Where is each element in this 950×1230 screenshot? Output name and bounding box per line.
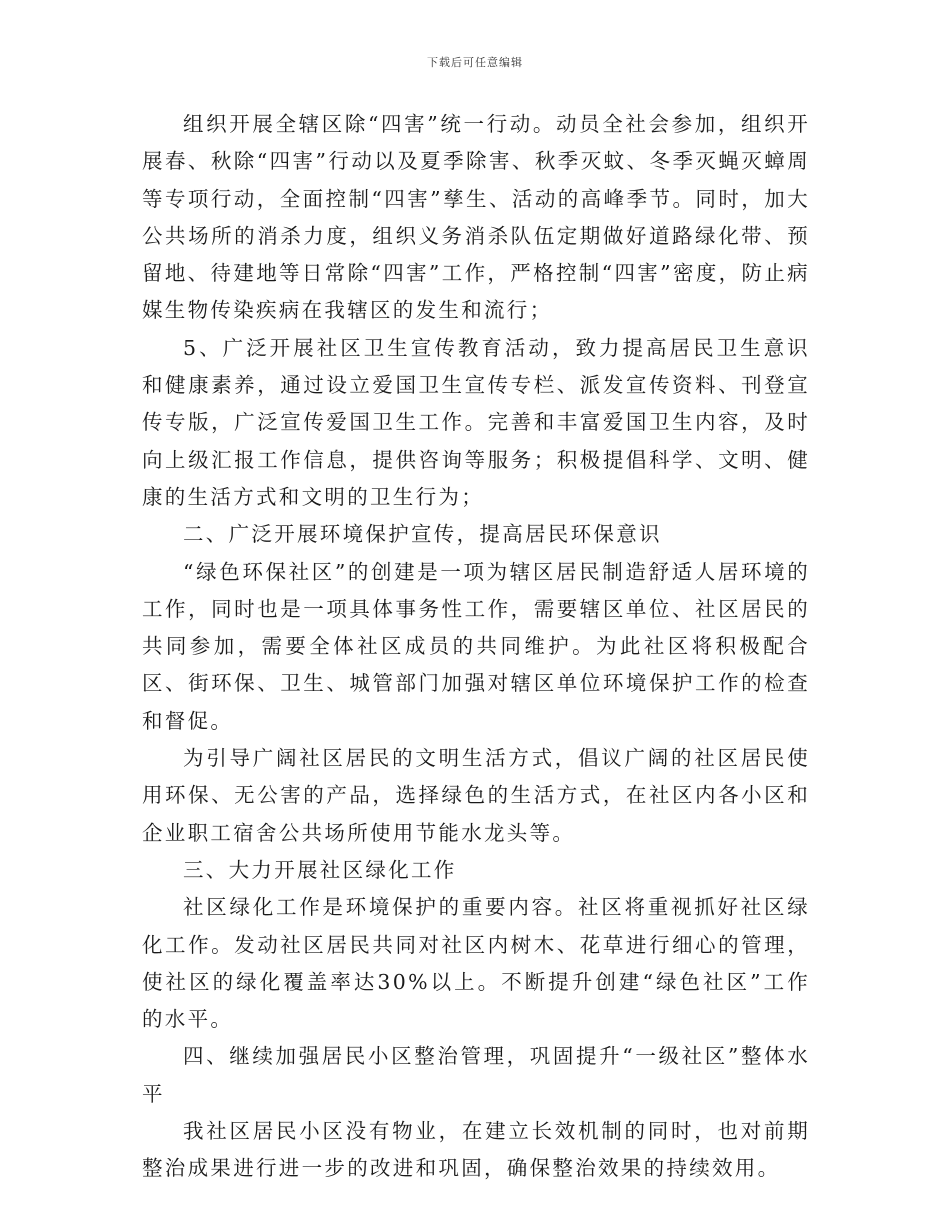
section-heading-residential-management: 四、继续加强居民小区整治管理，巩固提升“一级社区”整体水平 — [142, 1044, 810, 1106]
page-header-note: 下载后可任意编辑 — [427, 56, 523, 69]
paragraph-four-pests-campaign: 组织开展全辖区除“四害”统一行动。动员全社会参加，组织开展春、秋除“四害”行动以及夏季除害、秋季灭蚊、冬季灭蝇灭蟑周等专项行动，全面控制“四害”孳生、活动的高峰季节。同时，加大公共场所的消杀力度，组织义务消杀队伍定期做好道路绿化带、预留地、待建地等日常除“四害”工作，严格控制“四害”密度，防止病媒生物传染疾病在我辖区的发生和流行； — [142, 112, 810, 323]
paragraph-greening-work: 社区绿化工作是环境保护的重要内容。社区将重视抓好社区绿化工作。发动社区居民共同对社区内树木、花草进行细心的管理，使社区的绿化覆盖率达30%以上。不断提升创建“绿色社区”工作的水平。 — [142, 895, 810, 1032]
paragraph-health-education: 5、广泛开展社区卫生宣传教育活动，致力提高居民卫生意识和健康素养，通过设立爱国卫生宣传专栏、派发宣传资料、刊登宣传专版，广泛宣传爱国卫生工作。完善和丰富爱国卫生内容，及时向上级汇报工作信息，提供咨询等服务；积极提倡科学、文明、健康的生活方式和文明的卫生行为； — [142, 335, 810, 509]
section-heading-environmental-publicity: 二、广泛开展环境保护宣传，提高居民环保意识 — [183, 522, 662, 547]
document-body — [142, 106, 810, 1188]
paragraph-residential-consolidation: 我社区居民小区没有物业，在建立长效机制的同时，也对前期整治成果进行进一步的改进和巩固，确保整治效果的持续效用。 — [142, 1119, 810, 1181]
section-heading-greening: 三、大力开展社区绿化工作 — [183, 857, 457, 882]
paragraph-green-lifestyle: 为引导广阔社区居民的文明生活方式，倡议广阔的社区居民使用环保、无公害的产品，选择绿色的生活方式，在社区内各小区和企业职工宿舍公共场所使用节能水龙头等。 — [142, 746, 810, 845]
paragraph-green-community: “绿色环保社区”的创建是一项为辖区居民制造舒适人居环境的工作，同时也是一项具体事务性工作，需要辖区单位、社区居民的共同参加，需要全体社区成员的共同维护。为此社区将积极配合区、街环保、卫生、城管部门加强对辖区单位环境保护工作的检查和督促。 — [142, 559, 810, 733]
